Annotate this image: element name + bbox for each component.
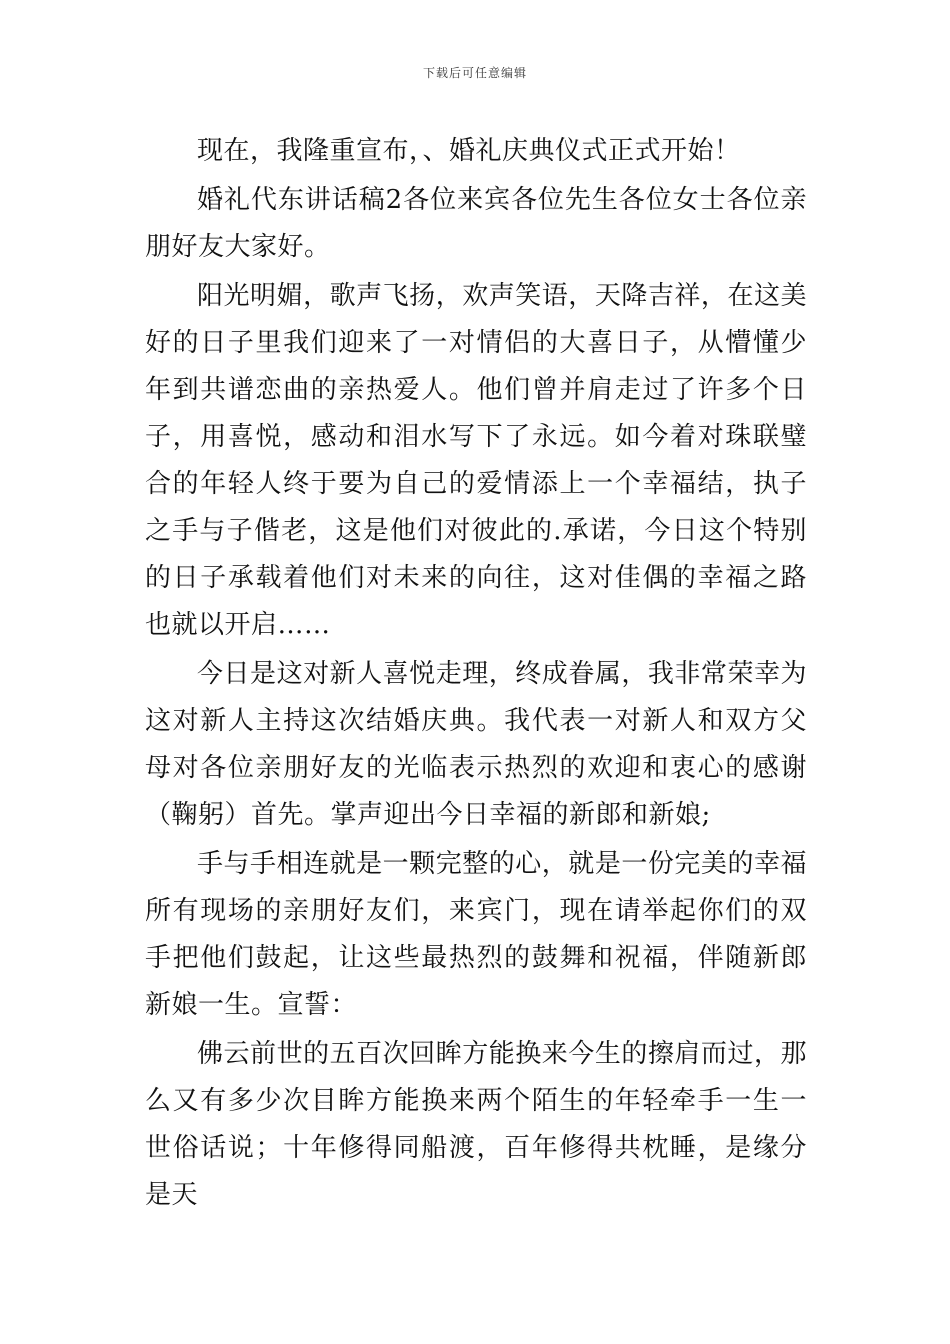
paragraph-hands: 手与手相连就是一颗完整的心，就是一份完美的幸福所有现场的亲朋好友们，来宾门，现在请举起你们的双手把他们鼓起，让这些最热烈的鼓舞和祝福，伴随新郎新娘一生。宣誓： [145, 849, 807, 1020]
paragraph-ceremony-intro: 今日是这对新人喜悦走理，终成眷属，我非常荣幸为这对新人主持这次结婚庆典。我代表一对新人和双方父母对各位亲朋好友的光临表示热烈的欢迎和衷心的感谢（鞠躬）首先。掌声迎出今日幸福的新郎和新娘; [145, 659, 807, 830]
paragraph-greeting: 婚礼代东讲话稿2各位来宾各位先生各位女士各位亲朋好友大家好。 [145, 185, 807, 262]
paragraph-sunshine: 阳光明媚，歌声飞扬，欢声笑语，天降吉祥，在这美好的日子里我们迎来了一对情侣的大喜日子，从懵懂少年到共谱恋曲的亲热爱人。他们曾并肩走过了许多个日子，用喜悦，感动和泪水写下了永远。如今着对珠联璧合的年轻人终于要为自己的爱情添上一个幸福结，执子之手与子偕老，这是他们对彼此的.承诺，今日这个特别的日子承载着他们对未来的向往，这对佳偶的幸福之路也就以开启…… [145, 281, 807, 640]
paragraph-fate: 佛云前世的五百次回眸方能换来今生的擦肩而过，那么又有多少次目眸方能换来两个陌生的年轻牵手一生一世俗话说；十年修得同船渡，百年修得共枕睡，是缘分是天 [145, 1039, 807, 1210]
document-body [145, 128, 807, 1221]
paragraph-announcement: 现在，我隆重宣布，、婚礼庆典仪式正式开始！ [197, 136, 741, 166]
page-header: 下载后可任意编辑 [422, 66, 527, 80]
